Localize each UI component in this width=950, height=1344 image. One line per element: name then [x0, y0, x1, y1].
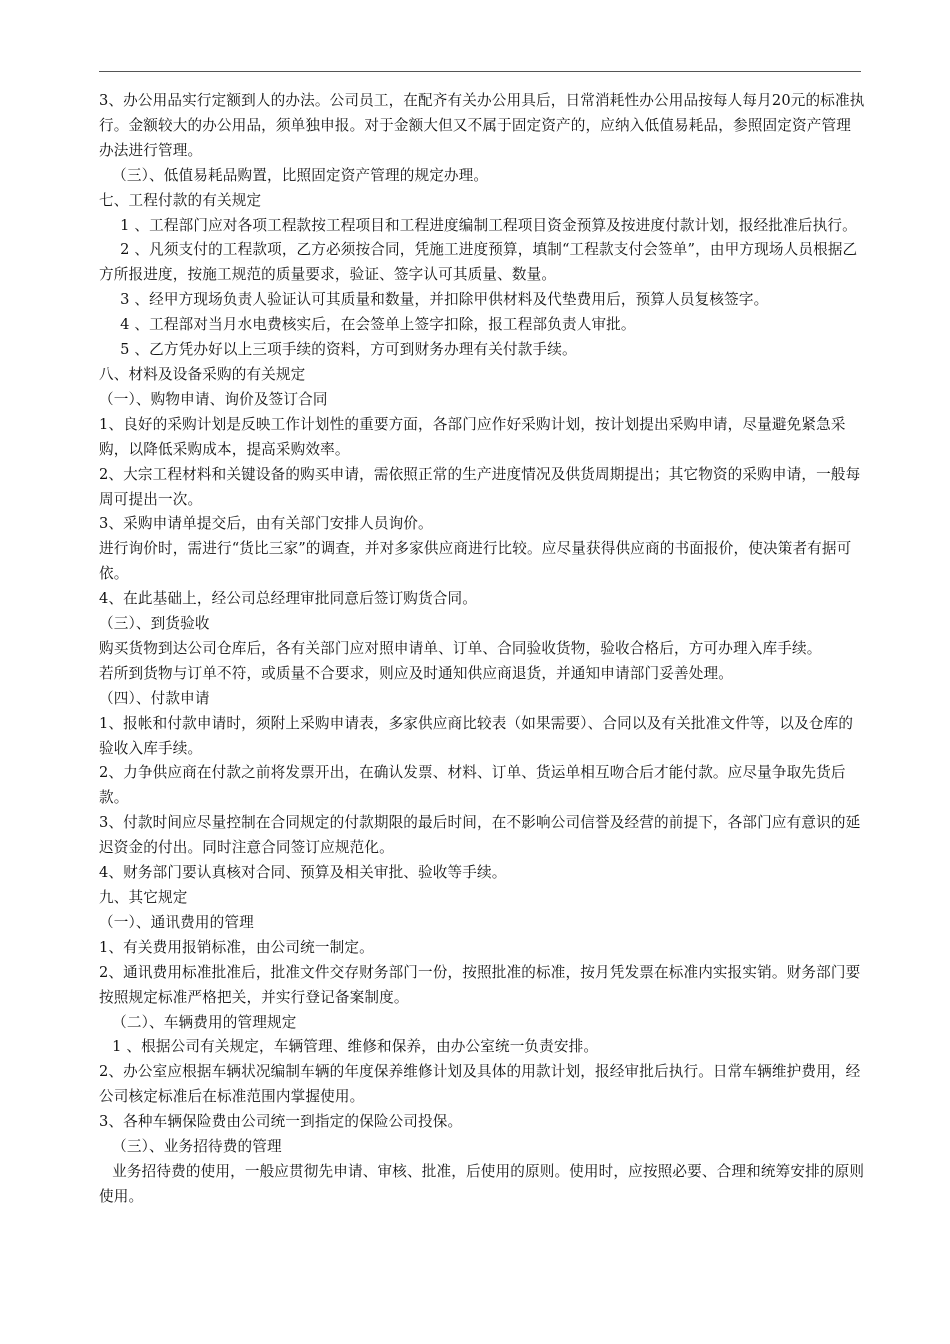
paragraph: 4、财务部门要认真核对合同、预算及相关审批、验收等手续。 — [99, 864, 507, 882]
paragraph: 1、有关费用报销标准，由公司统一制定。 — [99, 938, 374, 956]
paragraph: 七、工程付款的有关规定 — [99, 191, 262, 209]
paragraph: 2 、凡须支付的工程款项，乙方必须按合同，凭施工进度预算，填制“工程款支付会签单”，由甲方现场人员根据乙方所报进度，按施工规范的质量要求，验证、签字认可其质量、数量。 — [99, 241, 858, 284]
paragraph: （三）、低值易耗品购置，比照固定资产管理的规定办理。 — [112, 166, 489, 184]
paragraph: （四）、付款申请 — [99, 689, 210, 707]
paragraph: 进行询价时，需进行“货比三家”的调查，并对多家供应商进行比较。应尽量获得供应商的书面报价，使决策者有据可依。 — [99, 540, 852, 583]
paragraph: （三）、到货验收 — [99, 615, 210, 633]
paragraph: 2、大宗工程材料和关键设备的购买申请，需依照正常的生产进度情况及供货周期提出；其它物资的采购申请，一般每周可提出一次。 — [99, 465, 861, 508]
paragraph: 4 、工程部对当月水电费核实后，在会签单上签字扣除，报工程部负责人审批。 — [120, 316, 636, 334]
paragraph: 八、材料及设备采购的有关规定 — [99, 365, 306, 383]
paragraph: （一）、通讯费用的管理 — [99, 913, 254, 931]
paragraph: 2、通讯费用标准批准后，批准文件交存财务部门一份，按照批准的标准，按月凭发票在标准内实报实销。财务部门要按照规定标准严格把关，并实行登记备案制度。 — [99, 963, 861, 1006]
paragraph: 5 、乙方凭办好以上三项手续的资料，方可到财务办理有关付款手续。 — [120, 341, 577, 359]
paragraph: （三）、业务招待费的管理 — [112, 1138, 282, 1156]
paragraph: （二）、车辆费用的管理规定 — [112, 1013, 297, 1031]
paragraph: 1 、根据公司有关规定，车辆管理、维修和保养，由办公室统一负责安排。 — [112, 1038, 599, 1056]
paragraph: 3、采购申请单提交后，由有关部门安排人员询价。 — [99, 515, 433, 533]
paragraph: 购买货物到达公司仓库后，各有关部门应对照申请单、订单、合同验收货物，验收合格后，方可办理入库手续。 — [99, 639, 822, 657]
paragraph: 3、付款时间应尽量控制在合同规定的付款期限的最后时间，在不影响公司信誉及经营的前提下，各部门应有意识的延迟资金的付出。同时注意合同签订应规范化。 — [99, 814, 861, 857]
paragraph: 3、各种车辆保险费由公司统一到指定的保险公司投保。 — [99, 1113, 463, 1131]
paragraph: 3 、经甲方现场负责人验证认可其质量和数量，并扣除甲供材料及代垫费用后，预算人员复核签字。 — [120, 291, 769, 309]
paragraph: （一）、购物申请、询价及签订合同 — [99, 390, 328, 408]
paragraph: 业务招待费的使用，一般应贯彻先申请、审核、批准，后使用的原则。使用时，应按照必要、合理和统筹安排的原则使用。 — [99, 1162, 865, 1205]
paragraph: 2、办公室应根据车辆状况编制车辆的年度保养维修计划及具体的用款计划，报经审批后执行。日常车辆维护费用，经公司核定标准后在标准范围内掌握使用。 — [99, 1063, 861, 1106]
header-rule — [99, 71, 861, 72]
paragraph: 2、力争供应商在付款之前将发票开出，在确认发票、材料、订单、货运单相互吻合后才能付款。应尽量争取先货后款。 — [99, 764, 846, 807]
paragraph: 1 、工程部门应对各项工程款按工程项目和工程进度编制工程项目资金预算及按进度付款计划，报经批准后执行。 — [120, 216, 857, 234]
paragraph: 3、办公用品实行定额到人的办法。公司员工，在配齐有关办公用具后，日常消耗性办公用品按每人每月20元的标准执行。金额较大的办公用品，须单独申报。对于金额大但又不属于固定资产的，应纳入低值易耗品，参照固定资产管理办法进行管理。 — [99, 92, 865, 159]
paragraph: 4、在此基础上，经公司总经理审批同意后签订购货合同。 — [99, 590, 478, 608]
paragraph: 若所到货物与订单不符，或质量不合要求，则应及时通知供应商退货，并通知申请部门妥善处理。 — [99, 664, 733, 682]
paragraph: 九、其它规定 — [99, 889, 188, 906]
document-body — [99, 89, 865, 1210]
paragraph: 1、良好的采购计划是反映工作计划性的重要方面，各部门应作好采购计划，按计划提出采购申请，尽量避免紧急采购，以降低采购成本，提高采购效率。 — [99, 415, 846, 458]
paragraph: 1、报帐和付款申请时，须附上采购申请表，多家供应商比较表（如果需要）、合同以及有关批准文件等，以及仓库的验收入库手续。 — [99, 714, 854, 757]
